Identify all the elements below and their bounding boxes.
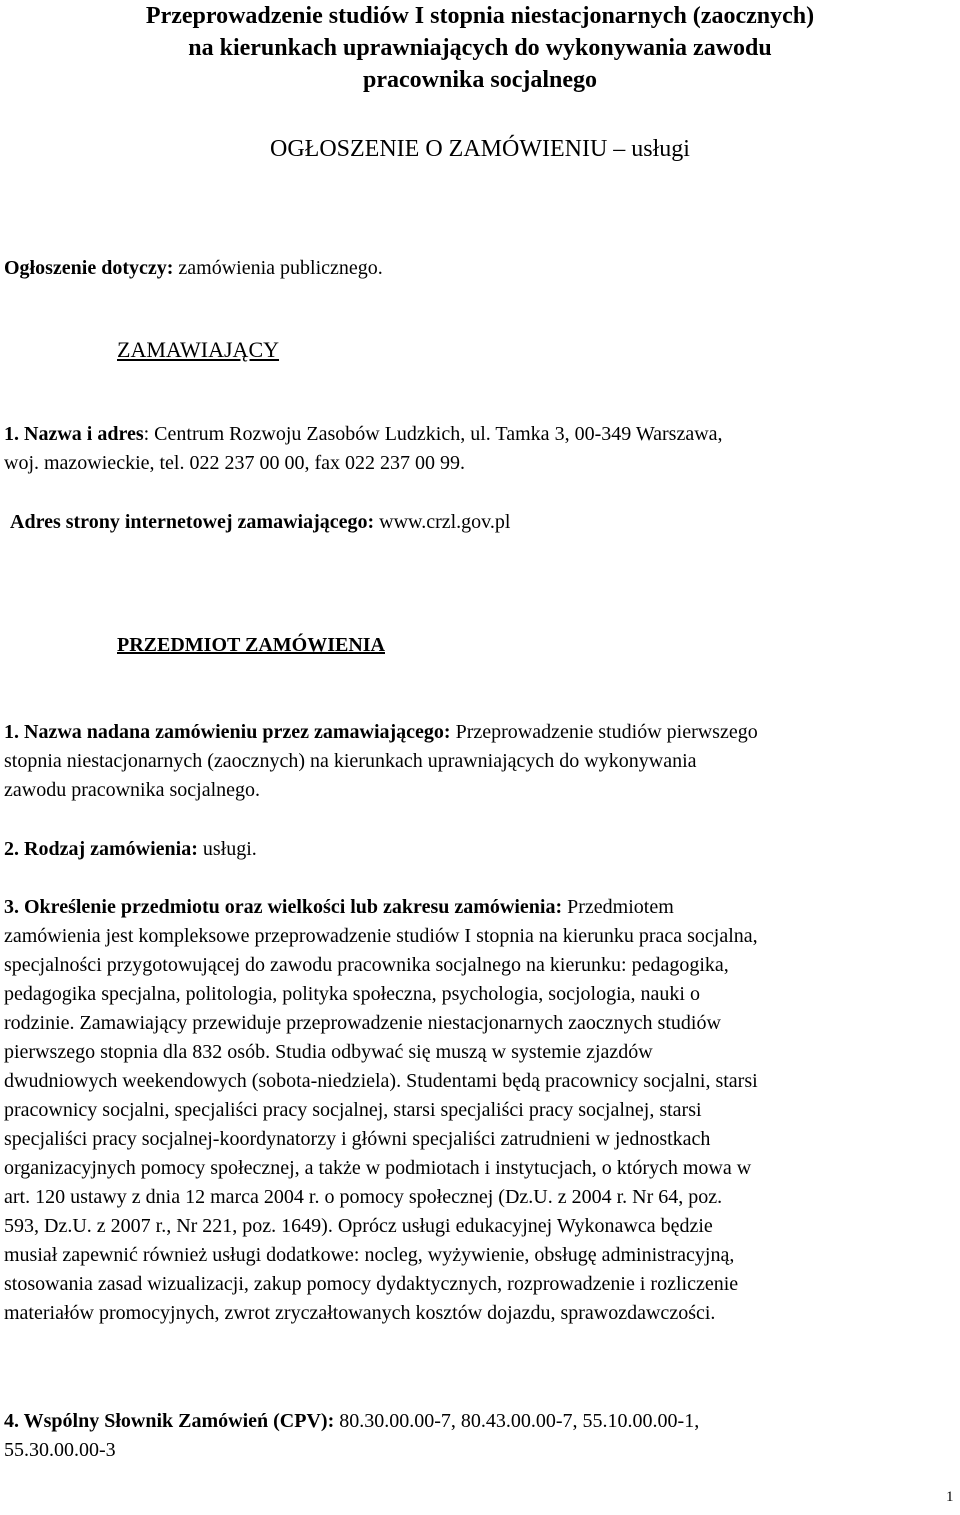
item-3-line-11: art. 120 ustawy z dnia 12 marca 2004 r. o pomocy społecznej (Dz.U. z 2004 r. Nr 64, poz.	[4, 1186, 723, 1208]
item-4-paragraph	[4, 1407, 958, 1465]
item-3-line-6: pierwszego stopnia dla 832 osób. Studia odbywać się muszą w systemie zjazdów	[4, 1041, 653, 1063]
item-3-text-1: Przedmiotem	[562, 896, 674, 918]
item-3-line-10: organizacyjnych pomocy społecznej, a także w podmiotach i instytucjach, o których mowa w	[4, 1157, 752, 1179]
section-heading-subject: PRZEDMIOT ZAMÓWIENIA	[117, 634, 385, 656]
item-1-line-1	[4, 718, 956, 747]
address-label: 1. Nazwa i adres	[4, 423, 144, 445]
item-3-label: 3. Określenie przedmiotu oraz wielkości lub zakresu zamówienia:	[4, 896, 563, 918]
item-1-text-1: Przeprowadzenie studiów pierwszego	[450, 721, 758, 743]
item-1-line-2: stopnia niestacjonarnych (zaocznych) na kierunkach uprawniających do wykonywania	[4, 750, 697, 772]
item-1-label: 1. Nazwa nadana zamówieniu przez zamawiającego:	[4, 721, 451, 743]
item-3-line-1	[4, 893, 958, 922]
document-subtitle: OGŁOSZENIE O ZAMÓWIENIU – usługi	[270, 136, 690, 162]
item-3-line-5: rodzinie. Zamawiający przewiduje przeprowadzenie niestacjonarnych zaocznych studiów	[4, 1012, 721, 1034]
address-line-2: woj. mazowieckie, tel. 022 237 00 00, fax 022 237 00 99.	[4, 452, 466, 474]
notice-line	[4, 254, 383, 283]
item-4-line-2: 55.30.00.00-3	[4, 1439, 116, 1461]
title-line-3: pracownika socjalnego	[363, 67, 597, 93]
website-link[interactable]: www.crzl.gov.pl	[374, 511, 511, 533]
item-4-label: 4. Wspólny Słownik Zamówień (CPV):	[4, 1410, 335, 1432]
item-2-label: 2. Rodzaj zamówienia:	[4, 838, 198, 860]
item-4-text-1: 80.30.00.00-7, 80.43.00.00-7, 55.10.00.00-1,	[334, 1410, 700, 1432]
website-line	[10, 508, 510, 537]
item-3-line-4: pedagogika specjalna, politologia, polityka społeczna, psychologia, socjologia, nauki o	[4, 983, 700, 1005]
item-3-line-12: 593, Dz.U. z 2007 r., Nr 221, poz. 1649). Oprócz usługi edukacyjnej Wykonawca będzie	[4, 1215, 713, 1237]
address-text-1: : Centrum Rozwoju Zasobów Ludzkich, ul. Tamka 3, 00-349 Warszawa,	[143, 423, 723, 445]
website-label: Adres strony internetowej zamawiającego:	[10, 511, 375, 533]
item-3-line-2: zamówienia jest kompleksowe przeprowadzenie studiów I stopnia na kierunku praca socjalna,	[4, 925, 758, 947]
item-3-line-3: specjalności przygotowującej do zawodu pracownika socjalnego na kierunku: pedagogika,	[4, 954, 729, 976]
item-1-paragraph	[4, 718, 956, 805]
item-2-paragraph	[4, 835, 257, 864]
title-line-2: na kierunkach uprawniających do wykonywania zawodu	[188, 35, 772, 61]
item-2-value: usługi.	[197, 838, 257, 860]
page-number: 1	[946, 1489, 954, 1505]
item-1-line-3: zawodu pracownika socjalnego.	[4, 779, 261, 801]
item-3-line-9: specjaliści pracy socjalnej-koordynatorzy i główni specjaliści zatrudnieni w jednostkach	[4, 1128, 711, 1150]
item-3-line-14: stosowania zasad wizualizacji, zakup pomocy dydaktycznych, rozprowadzenie i rozliczenie	[4, 1273, 739, 1295]
address-line-1	[4, 420, 723, 449]
item-3-line-13: musiał zapewnić również usługi dodatkowe: nocleg, wyżywienie, obsługę administracyjną,	[4, 1244, 735, 1266]
item-3-paragraph	[4, 893, 958, 1328]
section-heading-contracting: ZAMAWIAJĄCY	[117, 337, 280, 362]
item-3-line-15: materiałów promocyjnych, zwrot zryczałtowanych kosztów dojazdu, sprawozdawczości.	[4, 1302, 716, 1324]
title-line-1: Przeprowadzenie studiów I stopnia niestacjonarnych (zaocznych)	[145, 3, 815, 29]
notice-value: zamówienia publicznego.	[173, 257, 383, 279]
item-3-line-7: dwudniowych weekendowych (sobota-niedziela). Studentami będą pracownicy socjalni, starsi	[4, 1070, 758, 1092]
item-3-line-8: pracownicy socjalni, specjaliści pracy socjalnej, starsi specjaliści pracy socjalnej, starsi	[4, 1099, 702, 1121]
notice-label: Ogłoszenie dotyczy:	[4, 257, 174, 279]
item-4-line-1	[4, 1407, 958, 1436]
